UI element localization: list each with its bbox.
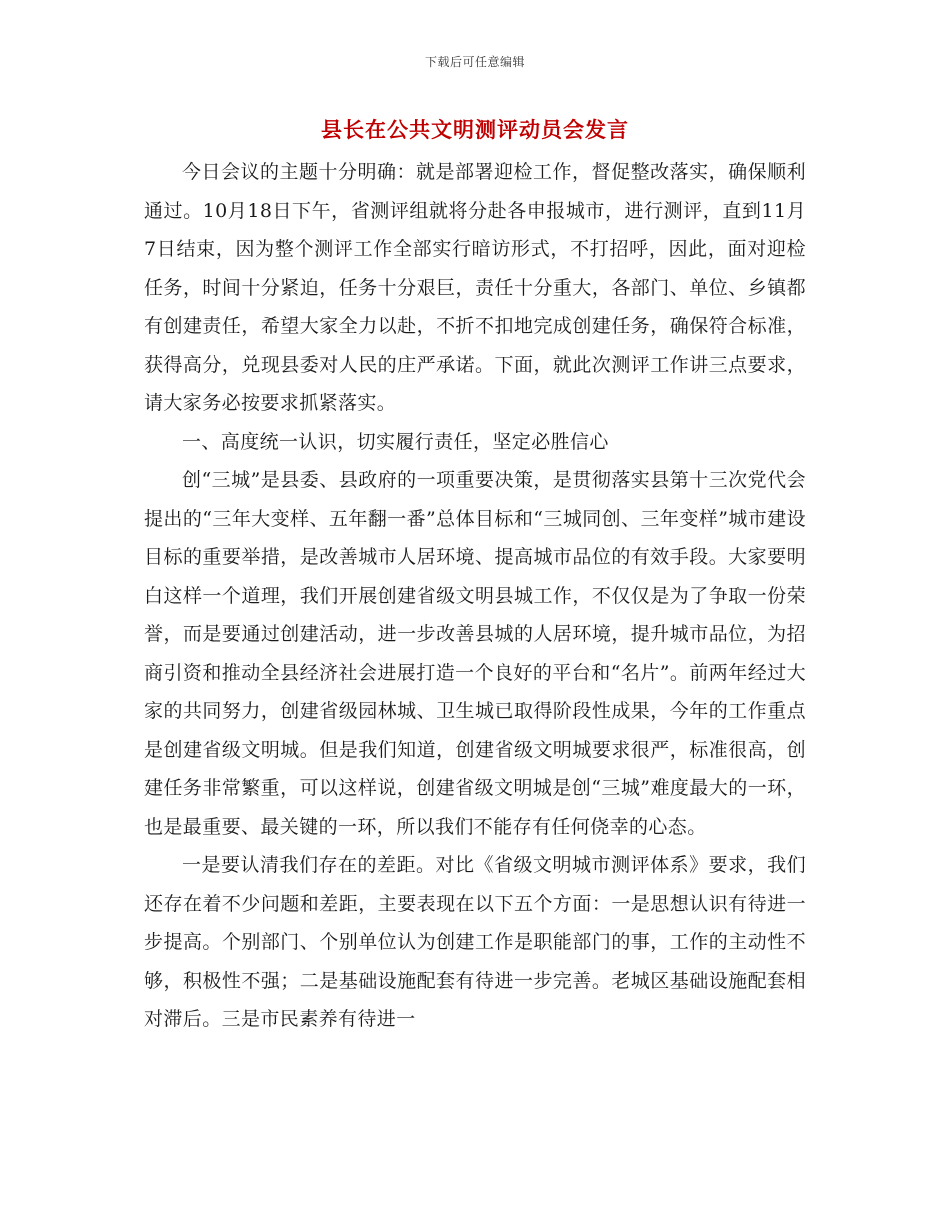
document-body (144, 153, 806, 1039)
page-header-note: 下载后可任意编辑 (424, 55, 525, 69)
section-heading-1: 一、高度统一认识，切实履行责任，坚定必胜信心 (182, 430, 609, 453)
paragraph-section-1: 创“三城”是县委、县政府的一项重要决策，是贯彻落实县第十三次党代会提出的“三年大变样、五年翻一番”总体目标和“三城同创、三年变样”城市建设目标的重要举措，是改善城市人居环境、提高城市品位的有效手段。大家要明白这样一个道理，我们开展创建省级文明县城工作，不仅仅是为了争取一份荣誉，而是要通过创建活动，进一步改善县城的人居环境，提升城市品位，为招商引资和推动全县经济社会进展打造一个良好的平台和“名片”。前两年经过大家的共同努力，创建省级园林城、卫生城已取得阶段性成果，今年的工作重点是创建省级文明城。但是我们知道，创建省级文明城要求很严，标准很高，创建任务非常繁重，可以这样说，创建省级文明城是创“三城”难度最大的一环，也是最重要、最关键的一环，所以我们不能存有任何侥幸的心态。 (144, 469, 806, 838)
document-title: 县长在公共文明测评动员会发言 (321, 117, 629, 142)
paragraph-intro: 今日会议的主题十分明确：就是部署迎检工作，督促整改落实，确保顺利通过。10月18日下午，省测评组就将分赴各申报城市，进行测评，直到11月7日结束，因为整个测评工作全部实行暗访形式，不打招呼，因此，面对迎检任务，时间十分紧迫，任务十分艰巨，责任十分重大，各部门、单位、乡镇都有创建责任，希望大家全力以赴，不折不扣地完成创建任务，确保符合标准，获得高分，兑现县委对人民的庄严承诺。下面，就此次测评工作讲三点要求，请大家务必按要求抓紧落实。 (144, 161, 806, 414)
paragraph-gaps: 一是要认清我们存在的差距。对比《省级文明城市测评体系》要求，我们还存在着不少问题和差距，主要表现在以下五个方面：一是思想认识有待进一步提高。个别部门、个别单位认为创建工作是职能部门的事，工作的主动性不够，积极性不强；二是基础设施配套有待进一步完善。老城区基础设施配套相对滞后。三是市民素养有待进一 (144, 854, 806, 1030)
